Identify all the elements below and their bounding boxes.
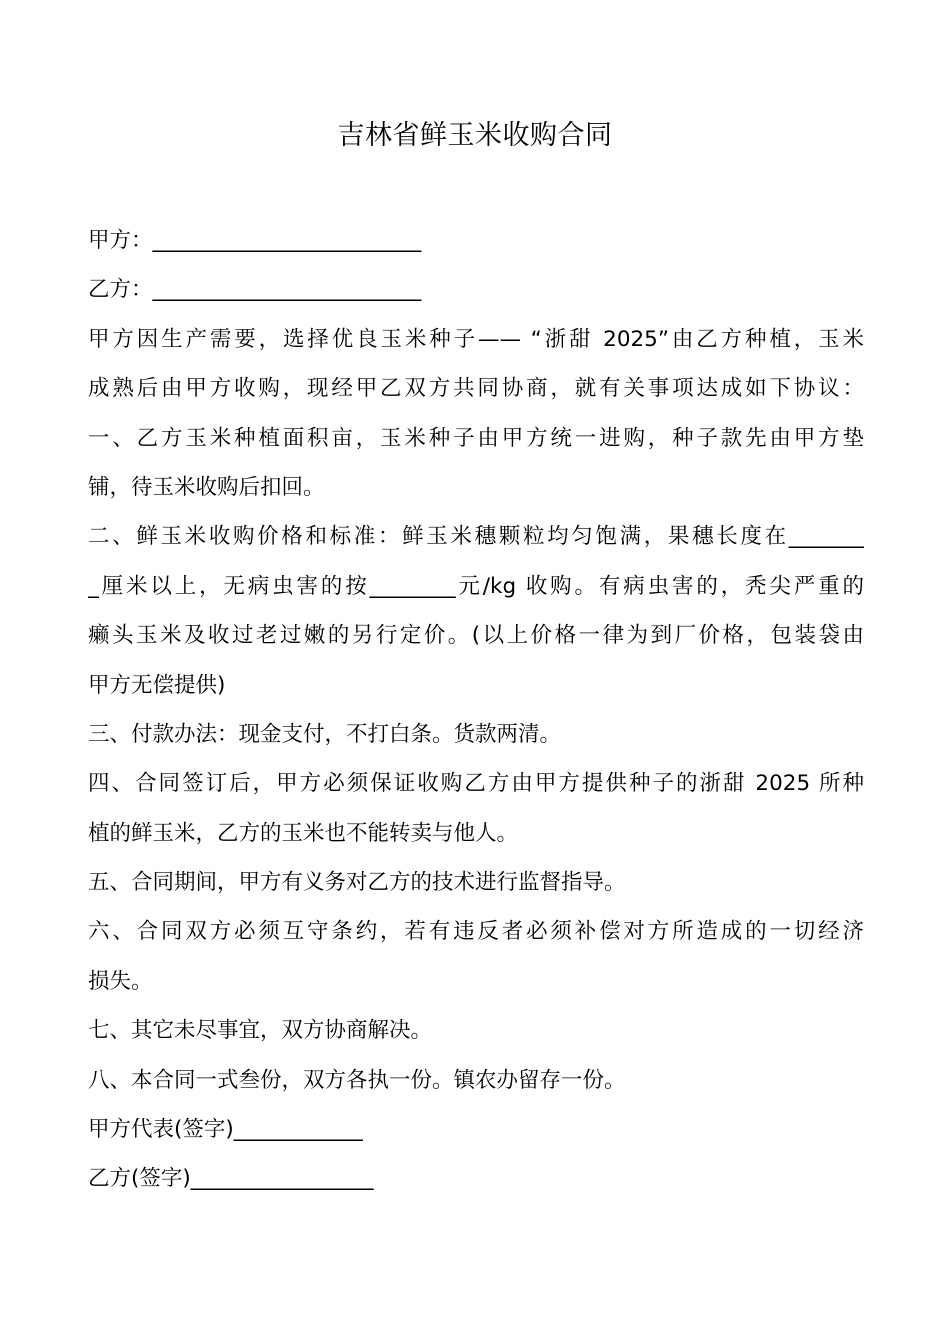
clause-7-line: 七、其它未尽事宜，双方协商解决。 xyxy=(88,1018,433,1044)
party-a-signature-line: 甲方代表(签字)____________ xyxy=(88,1117,363,1143)
clause-6-line-2: 损失。 xyxy=(88,968,153,994)
clause-5-line: 五、合同期间，甲方有义务对乙方的技术进行监督指导。 xyxy=(88,870,626,896)
intro-line-2: 成熟后由甲方收购，现经甲乙双方共同协商，就有关事项达成如下协议： xyxy=(88,376,864,402)
clause-3-line: 三、付款办法：现金支付，不打白条。货款两清。 xyxy=(88,721,562,747)
party-a-line: 甲方：_________________________ xyxy=(88,228,422,253)
contract-body xyxy=(88,216,864,1204)
party-b-signature-line: 乙方(签字)_________________ xyxy=(88,1166,374,1192)
clause-1-line-1: 一、乙方玉米种植面积亩，玉米种子由甲方统一进购，种子款先由甲方垫 xyxy=(88,425,864,451)
clause-1-line-2: 铺，待玉米收购后扣回。 xyxy=(88,474,325,500)
clause-2-line-1: 二、鲜玉米收购价格和标准：鲜玉米穗颗粒均匀饱满，果穗长度在_______ xyxy=(88,524,864,550)
clause-2-line-2: _厘米以上，无病虫害的按________元/kg 收购。有病虫害的，秃尖严重的 xyxy=(88,573,864,599)
party-b-line: 乙方：_________________________ xyxy=(88,277,422,303)
clause-2-line-3: 癞头玉米及收过老过嫩的另行定价。(以上价格一律为到厂价格，包装袋由 xyxy=(88,623,864,649)
clause-2-line-4: 甲方无偿提供) xyxy=(88,672,226,698)
document-title: 吉林省鲜玉米收购合同 xyxy=(337,120,613,151)
clause-4-line-2: 植的鲜玉米，乙方的玉米也不能转卖与他人。 xyxy=(88,820,519,846)
intro-line-1: 甲方因生产需要，选择优良玉米种子—— “浙甜 2025”由乙方种植，玉米 xyxy=(88,326,864,352)
clause-6-line-1: 六、合同双方必须互守条约，若有违反者必须补偿对方所造成的一切经济 xyxy=(88,919,864,945)
clause-8-line: 八、本合同一式叁份，双方各执一份。镇农办留存一份。 xyxy=(88,1067,626,1093)
clause-4-line-1: 四、合同签订后，甲方必须保证收购乙方由甲方提供种子的浙甜 2025 所种 xyxy=(88,771,864,797)
